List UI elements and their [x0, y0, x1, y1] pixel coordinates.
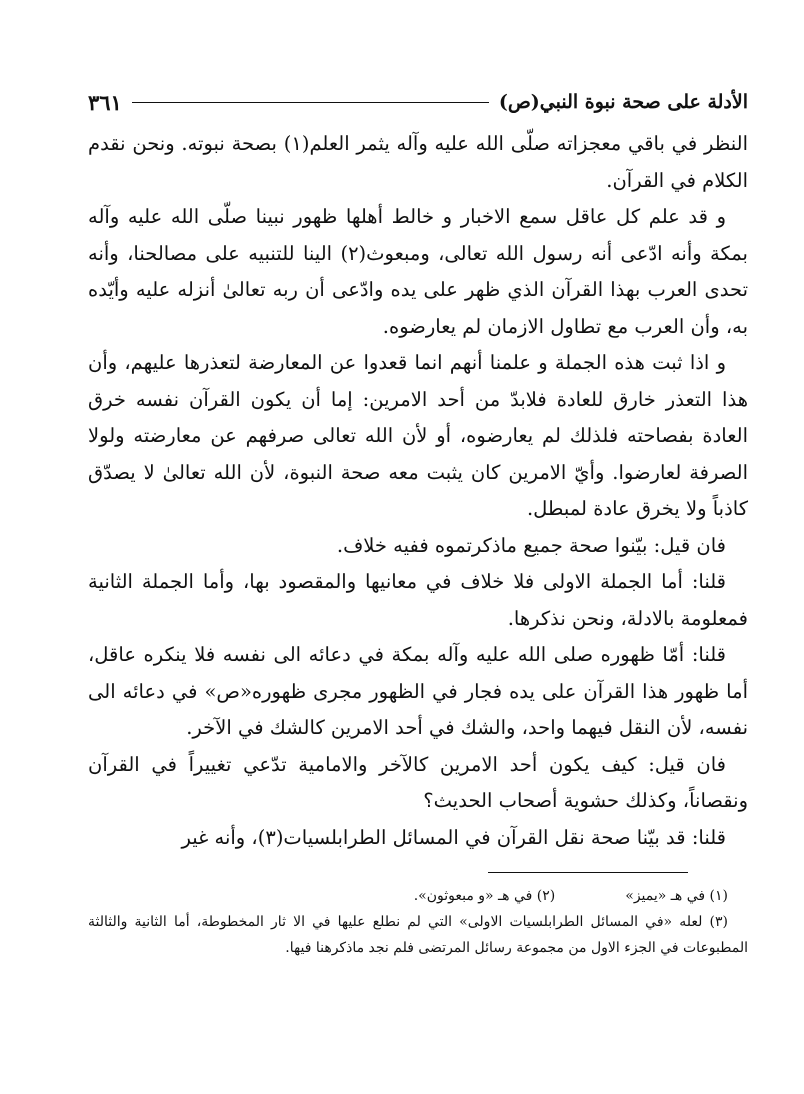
paragraph: فان قيل: كيف يكون أحد الامرين كالآخر والامامية تدّعي تغييراً في القرآن ونقصاناً، وكذلك حشوية أصحاب الحديث؟: [88, 752, 748, 812]
paragraph: فان قيل: بيّنوا صحة جميع ماذكرتموه ففيه خلاف.: [336, 533, 726, 557]
paragraph: قلنا: أمّا ظهوره صلى الله عليه وآله بمكة في دعائه الى نفسه فلا ينكره عاقل، أما ظهور هذا القرآن على يده فجار في الظهور مجرى ظهوره«ص» في دعائه الى نفسه، لأن النقل فيهما واحد، والشك في أحد الامرين كالشك في الآخر.: [88, 643, 748, 739]
paragraph: قلنا: أما الجملة الاولى فلا خلاف في معانيها والمقصود بها، وأما الجملة الثانية فمعلومة بالادلة، ونحن نذكرها.: [88, 570, 748, 630]
footnote-1: (١) في هـ «يميز»: [625, 888, 728, 904]
paragraph: قلنا: قد بيّنا صحة نقل القرآن في المسائل الطرابلسيات(٣)، وأنه غير: [181, 825, 726, 849]
paragraph: و اذا ثبت هذه الجملة و علمنا أنهم انما قعدوا عن المعارضة لتعذرها عليهم، وأن هذا التعذر خارق للعادة فلابدّ من أحد الامرين: إما أن يكون القرآن نفسه خرق العادة بفصاحته فلذلك لم يعارضوه، أو لأن الله تعالى صرفهم عن معارضته ولولا الصرفة لعارضوا. وأيّ الامرين كان يثبت معه صحة النبوة، لأن الله تعالىٰ لا يصدّق كاذباً ولا يخرق عادة لمبطل.: [88, 351, 748, 520]
paragraph: و قد علم كل عاقل سمع الاخبار و خالط أهلها ظهور نبينا صلّى الله عليه وآله بمكة وأنه ادّعى أنه رسول الله تعالى، ومبعوث(٢) الينا للتنبيه على مصالحنا، وأنه تحدى العرب بهذا القرآن الذي ظهر على يده وادّعى أن ربه تعالىٰ أنزله عليه وأيّده به، وأن العرب مع تطاول الازمان لم يعارضوه.: [88, 205, 748, 338]
running-title: الأدلة على صحة نبوة النبي(ص): [498, 91, 748, 113]
book-page: [88, 84, 748, 961]
footnote-2: (٢) في هـ «و مبعوثون».: [413, 888, 556, 904]
page-header: [88, 84, 748, 120]
paragraph: النظر في باقي معجزاته صلّى الله عليه وآله يثمر العلم(١) بصحة نبوته. ونحن نقدم الكلام في القرآن.: [88, 132, 749, 192]
header-rule: [132, 102, 489, 103]
footnote-separator: [488, 872, 688, 873]
footnote-3: (٣) لعله «في المسائل الطرابلسيات الاولى» التي لم نطلع عليها في الا ثار المخطوطة، أما الثانية والثالثة المطبوعات في الجزء الاول من مجموعة رسائل المرتضى فلم نجد ماذكرهنا فيها.: [88, 914, 748, 956]
page-number: ٣٦١: [88, 89, 122, 115]
main-text: [88, 126, 748, 856]
footnotes: [88, 883, 748, 961]
